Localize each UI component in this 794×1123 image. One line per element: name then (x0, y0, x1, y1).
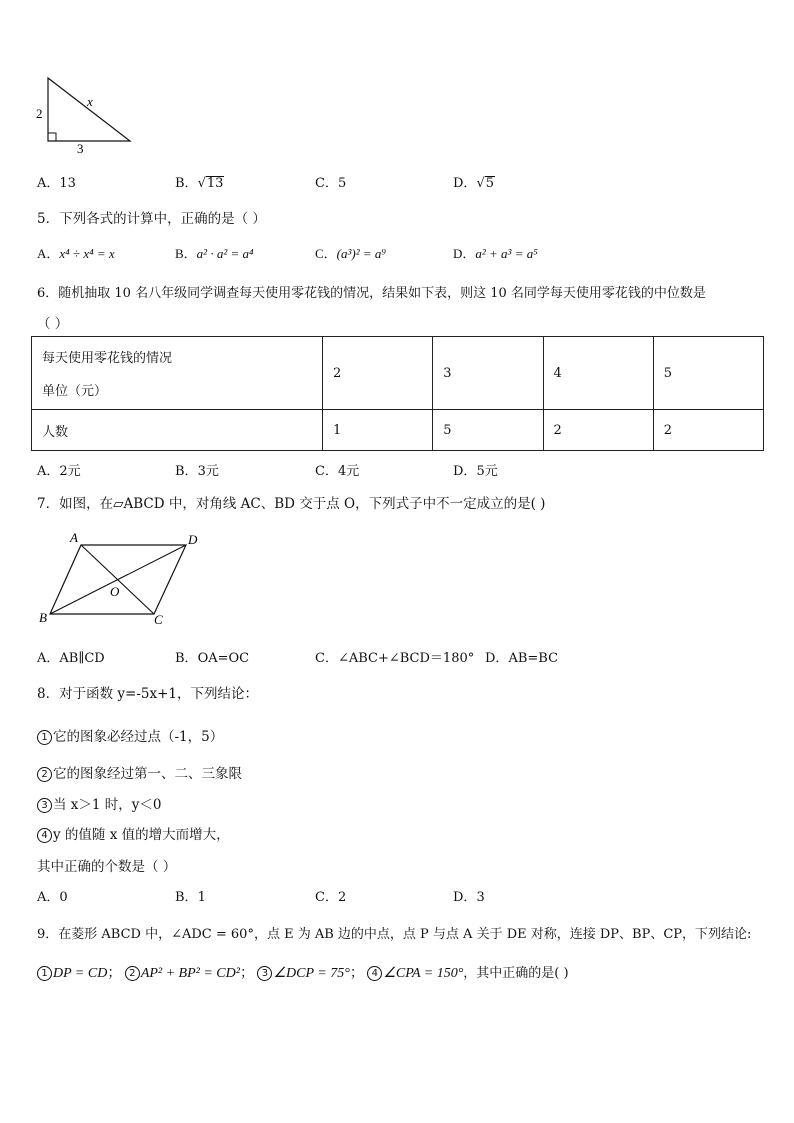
q4-option-c[interactable]: C．5 (315, 176, 347, 191)
q4-option-b[interactable]: B．√13 (175, 176, 224, 191)
circled-number: 1 (37, 966, 52, 981)
q7-option-d[interactable]: D．AB=BC (485, 651, 559, 666)
q5-option-a[interactable]: A．x⁴ ÷ x⁴ = x (37, 246, 115, 261)
q6-option-a[interactable]: A．2元 (37, 464, 81, 479)
q5-option-b[interactable]: B．a² · a² = a⁴ (175, 246, 254, 261)
q6-stem-line2: （ ） (37, 316, 69, 332)
vertex-label-d: D (188, 532, 198, 547)
hypotenuse-label: x (87, 94, 93, 109)
q6-option-c[interactable]: C．4元 (315, 464, 360, 479)
table-row (32, 410, 764, 451)
parallelogram-figure (36, 528, 206, 630)
q9-stem: 9．在菱形 ABCD 中，∠ADC = 60°，点 E 为 AB 边的中点，点 P 与点 A 关于 DE 对称，连接 DP、BP、CP，下列结论: (37, 927, 752, 942)
q8-item-4: 4 y 的值随 x 值的增大而增大， (37, 823, 230, 843)
table-cell: 5 (653, 337, 763, 410)
q8-option-c[interactable]: C．2 (315, 890, 347, 905)
q6-option-d[interactable]: D．5元 (453, 464, 498, 479)
table-header-cell: 每天使用零花钱的情况 单位（元） (32, 337, 323, 410)
table-cell: 4 (543, 337, 653, 410)
triangle-shape (48, 78, 130, 141)
q6-data-table (31, 336, 764, 451)
q8-item-2: 2 它的图象经过第一、二、三象限 (37, 762, 242, 782)
q7-option-b[interactable]: B．OA=OC (175, 651, 250, 666)
table-cell: 5 (433, 410, 543, 451)
q5-option-c[interactable]: C．(a³)² = a⁹ (315, 246, 386, 261)
circled-number: 1 (37, 730, 52, 745)
side-bottom-label: 3 (77, 141, 84, 154)
q8-question: 其中正确的个数是（ ） (37, 859, 177, 875)
q4-option-d[interactable]: D．√5 (453, 176, 495, 191)
table-header-cell: 人数 (32, 410, 323, 451)
vertex-label-c: C (154, 612, 163, 627)
center-label-o: O (110, 584, 120, 599)
table-cell: 2 (543, 410, 653, 451)
table-cell: 2 (323, 337, 433, 410)
q8-option-b[interactable]: B．1 (175, 890, 206, 905)
circled-number: 4 (367, 966, 382, 981)
q7-stem: 7．如图，在▱ABCD 中，对角线 AC、BD 交于点 O，下列式子中不一定成立的是( ) (37, 496, 546, 512)
q9-conclusions: 1 DP = CD； 2 AP² + BP² = CD²； 3 ∠DCP = 75°； 4 ∠CPA = 150°，其中正确的是( ) (37, 962, 569, 982)
right-angle-mark (48, 133, 56, 141)
q5-option-d[interactable]: D．a² + a³ = a⁵ (453, 246, 538, 261)
right-triangle-figure (30, 72, 140, 154)
vertex-label-a: A (70, 530, 78, 545)
diagonal-bd (50, 545, 186, 614)
q8-stem: 8．对于函数 y=-5x+1，下列结论： (37, 686, 258, 702)
q5-stem: 5．下列各式的计算中，正确的是（ ） (37, 211, 266, 227)
table-row (32, 337, 764, 410)
table-cell: 2 (653, 410, 763, 451)
circled-number: 4 (37, 828, 52, 843)
circled-number: 3 (257, 966, 272, 981)
circled-number: 2 (37, 767, 52, 782)
q7-option-c[interactable]: C．∠ABC+∠BCD＝180° (315, 651, 475, 666)
sqrt-symbol: √ (197, 176, 206, 191)
sqrt-symbol: √ (476, 176, 485, 191)
q8-item-3: 3 当 x＞1 时，y＜0 (37, 793, 162, 813)
circled-number: 3 (37, 798, 52, 813)
circled-number: 2 (125, 966, 140, 981)
q8-item-1: 1 它的图象必经过点（-1，5） (37, 725, 223, 745)
q7-option-a[interactable]: A．AB∥CD (37, 651, 105, 666)
q6-stem-line1: 6．随机抽取 10 名八年级同学调查每天使用零花钱的情况，结果如下表，则这 10 名同学每天使用零花钱的中位数是 (37, 286, 706, 301)
table-cell: 3 (433, 337, 543, 410)
q8-option-a[interactable]: A．0 (37, 890, 68, 905)
q4-option-a[interactable]: A．13 (37, 176, 76, 191)
side-vertical-label: 2 (36, 106, 43, 121)
table-cell: 1 (323, 410, 433, 451)
vertex-label-b: B (39, 610, 47, 625)
q6-option-b[interactable]: B．3元 (175, 464, 219, 479)
q8-option-d[interactable]: D．3 (453, 890, 485, 905)
